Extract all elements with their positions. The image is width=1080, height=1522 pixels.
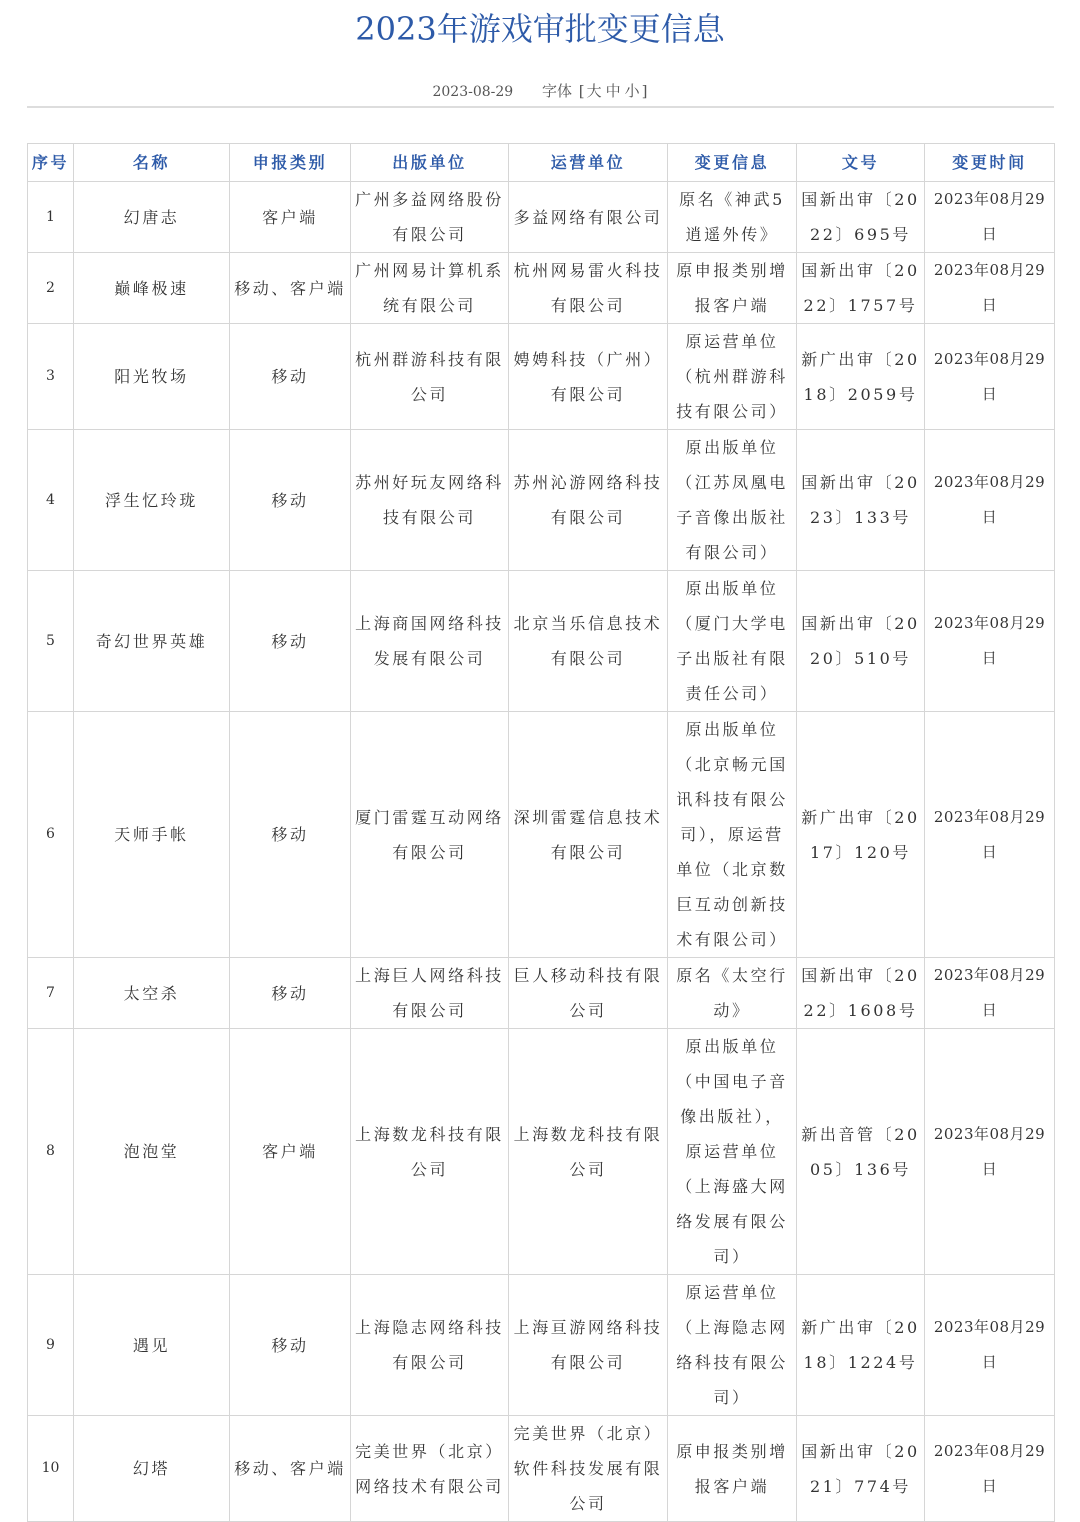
col-name-cell: 幻唐志	[74, 182, 230, 253]
col-approval-no-header: 文号	[797, 144, 925, 182]
col-publisher-cell: 完美世界（北京）网络技术有限公司	[351, 1416, 509, 1522]
col-approval-no-cell: 新广出审〔2018〕1224号	[797, 1275, 925, 1416]
font-size-label: 字体	[541, 82, 572, 100]
col-category-header: 申报类别	[230, 144, 351, 182]
col-approval-no-cell: 国新出审〔2021〕774号	[797, 1416, 925, 1522]
table-row	[28, 958, 1055, 1029]
col-approval-no-cell: 国新出审〔2022〕695号	[797, 182, 925, 253]
col-change-info-cell: 原出版单位（北京畅元国讯科技有限公司），原运营单位（北京数巨互动创新技术有限公司）	[668, 712, 797, 958]
publish-date: 2023-08-29	[432, 84, 514, 100]
col-change-date-cell: 2023年08月29日	[925, 958, 1055, 1029]
col-approval-no-cell: 新广出审〔2018〕2059号	[797, 324, 925, 430]
col-category-cell: 移动	[230, 712, 351, 958]
approval-change-table	[27, 143, 1055, 1522]
col-name-cell: 幻塔	[74, 1416, 230, 1522]
font-size-medium[interactable]: 中	[605, 82, 621, 100]
col-name-header: 名称	[74, 144, 230, 182]
divider	[27, 106, 1054, 108]
table-row	[28, 571, 1055, 712]
col-operator-cell: 杭州网易雷火科技有限公司	[509, 253, 668, 324]
col-change-date-cell: 2023年08月29日	[925, 1416, 1055, 1522]
col-publisher-cell: 广州网易计算机系统有限公司	[351, 253, 509, 324]
col-index-cell: 2	[28, 253, 74, 324]
col-publisher-cell: 上海数龙科技有限公司	[351, 1029, 509, 1275]
table-header-row	[28, 144, 1055, 182]
col-approval-no-cell: 国新出审〔2023〕133号	[797, 430, 925, 571]
table-row	[28, 253, 1055, 324]
col-index-cell: 1	[28, 182, 74, 253]
col-change-info-cell: 原运营单位（上海隐志网络科技有限公司）	[668, 1275, 797, 1416]
col-category-cell: 移动	[230, 1275, 351, 1416]
col-index-cell: 8	[28, 1029, 74, 1275]
table-row	[28, 182, 1055, 253]
table-row	[28, 1029, 1055, 1275]
bracket-close: ]	[641, 82, 648, 100]
col-operator-cell: 苏州沁游网络科技有限公司	[509, 430, 668, 571]
col-approval-no-cell: 国新出审〔2022〕1608号	[797, 958, 925, 1029]
table-row	[28, 324, 1055, 430]
font-size-switcher	[540, 82, 648, 100]
col-category-cell: 客户端	[230, 1029, 351, 1275]
col-change-date-cell: 2023年08月29日	[925, 253, 1055, 324]
col-change-info-cell: 原出版单位（厦门大学电子出版社有限责任公司）	[668, 571, 797, 712]
col-change-date-header: 变更时间	[925, 144, 1055, 182]
col-name-cell: 浮生忆玲珑	[74, 430, 230, 571]
col-publisher-cell: 广州多益网络股份有限公司	[351, 182, 509, 253]
col-change-date-cell: 2023年08月29日	[925, 182, 1055, 253]
col-name-cell: 天师手帐	[74, 712, 230, 958]
col-index-cell: 10	[28, 1416, 74, 1522]
col-change-info-cell: 原申报类别增报客户端	[668, 253, 797, 324]
col-index-header: 序号	[28, 144, 74, 182]
col-change-info-cell: 原名《太空行动》	[668, 958, 797, 1029]
col-operator-cell: 完美世界（北京）软件科技发展有限公司	[509, 1416, 668, 1522]
col-operator-cell: 上海数龙科技有限公司	[509, 1029, 668, 1275]
table-row	[28, 430, 1055, 571]
col-category-cell: 客户端	[230, 182, 351, 253]
col-category-cell: 移动、客户端	[230, 253, 351, 324]
col-index-cell: 7	[28, 958, 74, 1029]
col-category-cell: 移动	[230, 571, 351, 712]
bracket-open: [	[578, 82, 585, 100]
col-name-cell: 奇幻世界英雄	[74, 571, 230, 712]
article-meta	[0, 80, 1080, 101]
font-size-large[interactable]: 大	[586, 82, 602, 100]
col-operator-cell: 深圳雷霆信息技术有限公司	[509, 712, 668, 958]
col-category-cell: 移动	[230, 430, 351, 571]
col-index-cell: 6	[28, 712, 74, 958]
col-category-cell: 移动、客户端	[230, 1416, 351, 1522]
col-operator-header: 运营单位	[509, 144, 668, 182]
col-category-cell: 移动	[230, 324, 351, 430]
col-operator-cell: 娉娉科技（广州）有限公司	[509, 324, 668, 430]
col-change-date-cell: 2023年08月29日	[925, 712, 1055, 958]
col-approval-no-cell: 国新出审〔2022〕1757号	[797, 253, 925, 324]
col-approval-no-cell: 新出音管〔2005〕136号	[797, 1029, 925, 1275]
col-publisher-cell: 上海巨人网络科技有限公司	[351, 958, 509, 1029]
col-publisher-cell: 厦门雷霆互动网络有限公司	[351, 712, 509, 958]
col-change-date-cell: 2023年08月29日	[925, 571, 1055, 712]
col-index-cell: 3	[28, 324, 74, 430]
col-publisher-cell: 苏州好玩友网络科技有限公司	[351, 430, 509, 571]
col-change-info-header: 变更信息	[668, 144, 797, 182]
col-change-info-cell: 原出版单位（中国电子音像出版社），原运营单位（上海盛大网络发展有限公司）	[668, 1029, 797, 1275]
table-row	[28, 712, 1055, 958]
col-change-info-cell: 原出版单位（江苏凤凰电子音像出版社有限公司）	[668, 430, 797, 571]
col-category-cell: 移动	[230, 958, 351, 1029]
page-title: 2023年游戏审批变更信息	[355, 10, 725, 48]
col-publisher-cell: 上海商国网络科技发展有限公司	[351, 571, 509, 712]
col-change-date-cell: 2023年08月29日	[925, 324, 1055, 430]
col-operator-cell: 巨人移动科技有限公司	[509, 958, 668, 1029]
col-name-cell: 遇见	[74, 1275, 230, 1416]
col-name-cell: 泡泡堂	[74, 1029, 230, 1275]
col-change-info-cell: 原运营单位（杭州群游科技有限公司）	[668, 324, 797, 430]
table-row	[28, 1416, 1055, 1522]
col-index-cell: 5	[28, 571, 74, 712]
col-publisher-cell: 上海隐志网络科技有限公司	[351, 1275, 509, 1416]
col-change-date-cell: 2023年08月29日	[925, 1275, 1055, 1416]
col-name-cell: 太空杀	[74, 958, 230, 1029]
col-publisher-header: 出版单位	[351, 144, 509, 182]
col-approval-no-cell: 国新出审〔2020〕510号	[797, 571, 925, 712]
col-change-info-cell: 原名《神武5逍遥外传》	[668, 182, 797, 253]
col-index-cell: 4	[28, 430, 74, 571]
table-row	[28, 1275, 1055, 1416]
col-operator-cell: 多益网络有限公司	[509, 182, 668, 253]
font-size-small[interactable]: 小	[624, 82, 640, 100]
col-change-date-cell: 2023年08月29日	[925, 430, 1055, 571]
col-approval-no-cell: 新广出审〔2017〕120号	[797, 712, 925, 958]
col-name-cell: 巅峰极速	[74, 253, 230, 324]
col-operator-cell: 北京当乐信息技术有限公司	[509, 571, 668, 712]
col-index-cell: 9	[28, 1275, 74, 1416]
col-name-cell: 阳光牧场	[74, 324, 230, 430]
col-change-date-cell: 2023年08月29日	[925, 1029, 1055, 1275]
col-publisher-cell: 杭州群游科技有限公司	[351, 324, 509, 430]
col-change-info-cell: 原申报类别增报客户端	[668, 1416, 797, 1522]
col-operator-cell: 上海亘游网络科技有限公司	[509, 1275, 668, 1416]
